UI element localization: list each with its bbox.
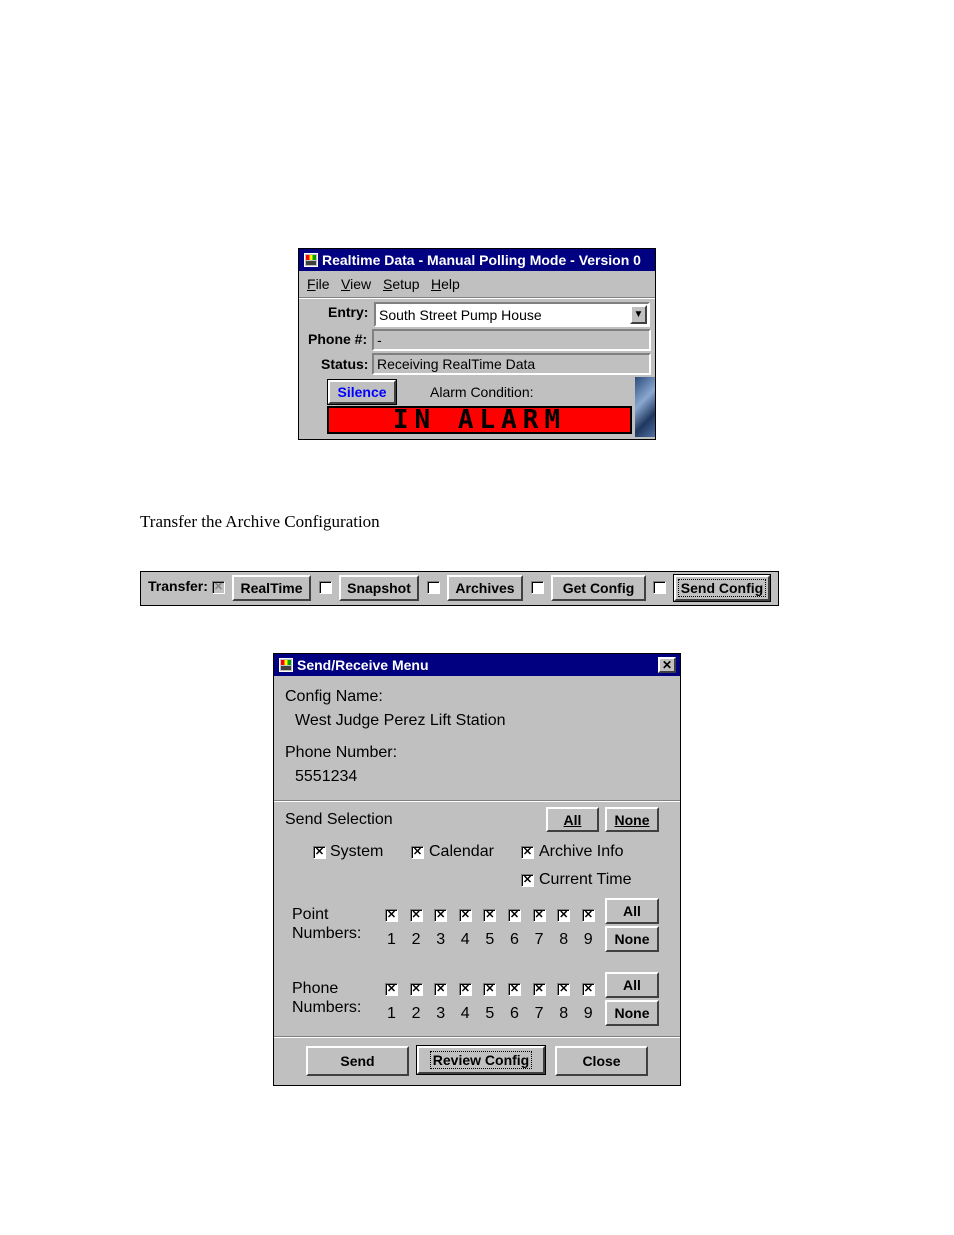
phone-all-label: All bbox=[623, 977, 641, 993]
review-config-button[interactable] bbox=[417, 1046, 545, 1074]
phone-none-label: None bbox=[614, 1005, 650, 1021]
point-checkbox-7[interactable] bbox=[533, 909, 546, 922]
phone-number-2: 2 bbox=[411, 1005, 421, 1022]
send-config-button-label: Send Config bbox=[678, 579, 766, 597]
select-all-label: All bbox=[563, 811, 582, 828]
realtime-window-title: Realtime Data - Manual Polling Mode - Version 0 bbox=[322, 252, 641, 268]
silence-button[interactable] bbox=[328, 380, 396, 404]
snapshot-checkbox[interactable] bbox=[319, 581, 332, 594]
get-config-button-label: Get Config bbox=[562, 580, 635, 596]
point-all-label: All bbox=[623, 903, 641, 919]
point-numbers-label-1: Point bbox=[292, 906, 329, 923]
current-time-label: Current Time bbox=[539, 871, 632, 888]
status-label: Status: bbox=[321, 356, 369, 372]
entry-dropdown[interactable] bbox=[374, 302, 650, 327]
decorative-image bbox=[635, 377, 655, 437]
point-none-label: None bbox=[614, 931, 650, 947]
alarm-display bbox=[327, 406, 632, 434]
send-receive-title: Send/Receive Menu bbox=[297, 657, 429, 673]
phone-label: Phone #: bbox=[308, 331, 368, 347]
section-divider-2 bbox=[274, 1036, 680, 1038]
phone-checkbox-3[interactable] bbox=[434, 983, 447, 996]
snapshot-button[interactable] bbox=[339, 575, 419, 601]
status-field bbox=[372, 353, 651, 375]
point-number-4: 4 bbox=[460, 931, 470, 948]
point-checkbox-3[interactable] bbox=[434, 909, 447, 922]
system-checkbox[interactable] bbox=[313, 846, 326, 859]
select-none-button[interactable] bbox=[605, 807, 659, 832]
realtime-button-label: RealTime bbox=[240, 580, 303, 596]
send-selection-label: Send Selection bbox=[285, 811, 393, 828]
send-config-checkbox[interactable] bbox=[653, 581, 666, 594]
send-receive-window bbox=[273, 653, 681, 1086]
review-config-label: Review Config bbox=[430, 1051, 532, 1069]
point-checkbox-6[interactable] bbox=[508, 909, 521, 922]
phone-checkbox-5[interactable] bbox=[483, 983, 496, 996]
menu-setup[interactable]: Setup bbox=[383, 276, 420, 292]
config-name-value: West Judge Perez Lift Station bbox=[295, 712, 506, 729]
silence-label: Silence bbox=[337, 384, 387, 400]
phone-number-1: 1 bbox=[387, 1005, 396, 1022]
send-config-button[interactable] bbox=[674, 575, 770, 601]
entry-value: South Street Pump House bbox=[379, 306, 542, 323]
close-button[interactable] bbox=[555, 1046, 648, 1076]
point-number-1: 1 bbox=[387, 931, 396, 948]
archive-info-checkbox[interactable] bbox=[521, 846, 534, 859]
archives-button-label: Archives bbox=[455, 580, 515, 596]
phone-number-7: 7 bbox=[534, 1005, 544, 1022]
phone-checkbox-2[interactable] bbox=[410, 983, 423, 996]
transfer-toolbar bbox=[140, 571, 779, 606]
archives-checkbox[interactable] bbox=[427, 581, 440, 594]
phone-number-8: 8 bbox=[559, 1005, 569, 1022]
current-time-checkbox[interactable] bbox=[521, 874, 534, 887]
select-all-button[interactable] bbox=[546, 807, 599, 832]
menu-view[interactable]: View bbox=[341, 276, 372, 292]
phone-checkbox-9[interactable] bbox=[582, 983, 595, 996]
phone-number-6: 6 bbox=[510, 1005, 519, 1022]
phone-number-5: 5 bbox=[485, 1005, 495, 1022]
point-number-9: 9 bbox=[583, 931, 593, 948]
entry-label: Entry: bbox=[328, 304, 369, 320]
status-value: Receiving RealTime Data bbox=[377, 356, 536, 372]
transfer-label: Transfer: bbox=[148, 578, 208, 594]
realtime-title-bar[interactable] bbox=[299, 249, 655, 271]
send-button-label: Send bbox=[340, 1053, 375, 1069]
point-number-3: 3 bbox=[436, 931, 446, 948]
point-checkbox-2[interactable] bbox=[410, 909, 423, 922]
realtime-button[interactable] bbox=[232, 575, 311, 601]
phone-all-button[interactable] bbox=[605, 972, 659, 998]
realtime-data-window bbox=[298, 248, 656, 440]
phone-checkbox-7[interactable] bbox=[533, 983, 546, 996]
menu-help[interactable]: Help bbox=[431, 276, 460, 292]
phone-numbers-label-2: Numbers: bbox=[292, 999, 362, 1016]
point-checkbox-4[interactable] bbox=[459, 909, 472, 922]
config-name-label: Config Name: bbox=[285, 688, 383, 705]
point-number-7: 7 bbox=[534, 931, 544, 948]
app-icon bbox=[279, 658, 293, 672]
phone-field bbox=[372, 329, 651, 351]
snapshot-button-label: Snapshot bbox=[347, 580, 411, 596]
point-number-6: 6 bbox=[510, 931, 519, 948]
phone-number-label: Phone Number: bbox=[285, 744, 398, 761]
section-caption: Transfer the Archive Configuration bbox=[140, 512, 380, 531]
close-button-label: Close bbox=[582, 1053, 621, 1069]
phone-value: - bbox=[377, 332, 382, 348]
send-receive-title-bar[interactable] bbox=[274, 654, 680, 676]
phone-none-button[interactable] bbox=[605, 1000, 659, 1026]
point-numbers-label-2: Numbers: bbox=[292, 925, 362, 942]
archives-button[interactable] bbox=[447, 575, 523, 601]
phone-number-3: 3 bbox=[436, 1005, 446, 1022]
calendar-label: Calendar bbox=[429, 843, 494, 860]
point-checkbox-1[interactable] bbox=[385, 909, 398, 922]
point-all-button[interactable] bbox=[605, 898, 659, 924]
alarm-condition-label: Alarm Condition: bbox=[430, 384, 534, 400]
dropdown-arrow-icon[interactable]: ▼ bbox=[630, 305, 647, 324]
point-none-button[interactable] bbox=[605, 926, 659, 952]
point-checkbox-9[interactable] bbox=[582, 909, 595, 922]
alarm-value: IN ALARM bbox=[392, 405, 567, 435]
get-config-checkbox[interactable] bbox=[531, 581, 544, 594]
app-icon bbox=[304, 253, 318, 267]
select-none-label: None bbox=[614, 811, 650, 828]
get-config-button[interactable] bbox=[551, 575, 646, 601]
phone-checkbox-4[interactable] bbox=[459, 983, 472, 996]
send-button[interactable] bbox=[306, 1046, 409, 1076]
phone-numbers-label-1: Phone bbox=[292, 980, 339, 997]
transfer-checkbox bbox=[212, 581, 225, 594]
phone-checkbox-8[interactable] bbox=[557, 983, 570, 996]
menu-bar bbox=[299, 273, 655, 295]
close-icon[interactable]: ✕ bbox=[658, 657, 676, 673]
phone-checkbox-6[interactable] bbox=[508, 983, 521, 996]
archive-info-label: Archive Info bbox=[539, 843, 624, 860]
point-checkbox-8[interactable] bbox=[557, 909, 570, 922]
calendar-checkbox[interactable] bbox=[411, 846, 424, 859]
point-checkbox-5[interactable] bbox=[483, 909, 496, 922]
phone-checkbox-1[interactable] bbox=[385, 983, 398, 996]
phone-number-9: 9 bbox=[583, 1005, 593, 1022]
phone-number-value: 5551234 bbox=[295, 768, 358, 785]
point-number-8: 8 bbox=[559, 931, 569, 948]
phone-number-4: 4 bbox=[460, 1005, 470, 1022]
menu-divider bbox=[299, 297, 655, 299]
system-label: System bbox=[330, 843, 384, 860]
section-divider-1 bbox=[274, 800, 680, 802]
menu-file[interactable]: File bbox=[307, 276, 330, 292]
point-number-2: 2 bbox=[411, 931, 421, 948]
point-number-5: 5 bbox=[485, 931, 495, 948]
